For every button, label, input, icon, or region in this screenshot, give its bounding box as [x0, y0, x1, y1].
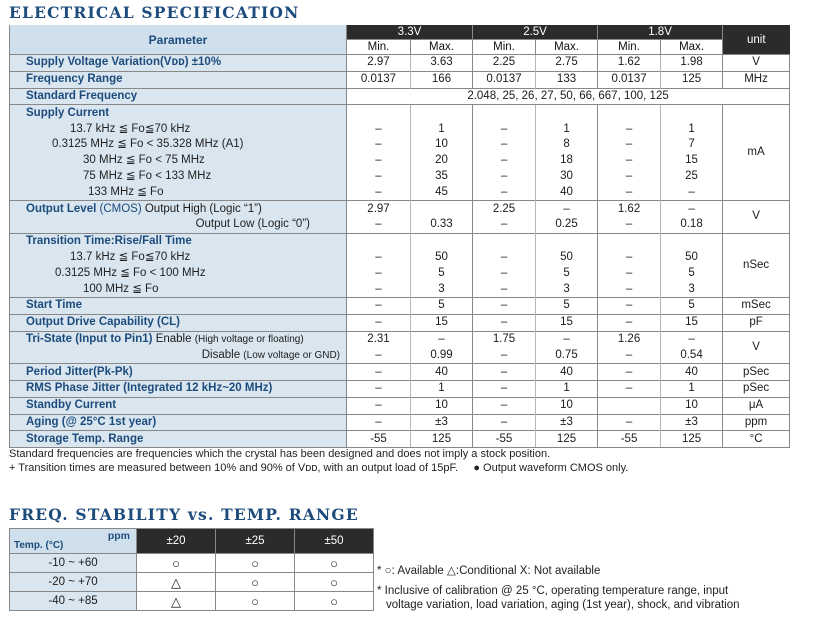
unit-cell: nSec: [723, 233, 790, 297]
cell: 3.63: [411, 55, 473, 72]
unit-cell: V: [723, 201, 790, 234]
cell: 3: [536, 281, 598, 297]
cell: –: [598, 250, 661, 266]
stability-corner: [10, 529, 137, 554]
cell: –: [473, 380, 536, 397]
row-supply-current-sub: [10, 184, 790, 200]
cell: 50: [536, 250, 598, 266]
label-rms-jitter: RMS Phase Jitter (Integrated 12 kHz~20 MHz): [10, 380, 347, 397]
cell: 1: [536, 121, 598, 137]
cell: 25: [661, 169, 723, 185]
cell: 0.0137: [598, 71, 661, 88]
temp-label: Temp. (°C): [14, 540, 64, 551]
unit-cell: ppm: [723, 414, 790, 431]
cell: 40: [411, 364, 473, 381]
row-standard-frequency: [10, 88, 790, 105]
cell: 1: [411, 380, 473, 397]
row-tristate-disable: [10, 347, 790, 363]
cell: 2.25: [473, 201, 536, 217]
cell: 10: [411, 397, 473, 414]
cell: 50: [411, 250, 473, 266]
availability-cell: ○: [295, 554, 374, 573]
legend-availability: * ○: Available △:Conditional X: Not available: [377, 565, 601, 577]
stability-title: FREQ. STABILITY vs. TEMP. RANGE: [9, 505, 359, 524]
legend-inclusive-cont: voltage variation, load variation, aging (1st year), shock, and vibration: [386, 599, 740, 611]
cell: –: [473, 169, 536, 185]
cell: 5: [661, 265, 723, 281]
cell: –: [473, 297, 536, 314]
row-output-level-high: [10, 201, 790, 217]
cell: –: [347, 217, 411, 233]
cell: 1: [661, 121, 723, 137]
tristate-disable-note: (Low voltage or GND): [243, 349, 340, 361]
unit-cell: V: [723, 55, 790, 72]
cell: 1.75: [473, 331, 536, 347]
cell: 5: [661, 297, 723, 314]
spec-title: ELECTRICAL SPECIFICATION: [9, 3, 300, 22]
header-max: Max.: [661, 40, 723, 55]
output-level-cmos: (CMOS): [99, 202, 142, 215]
label-start-time: Start Time: [10, 297, 347, 314]
row-supply-current-sub: [10, 137, 790, 153]
label-output-level: [10, 201, 347, 217]
cell: 30: [536, 169, 598, 185]
cell: –: [347, 314, 411, 331]
cell: 1: [411, 121, 473, 137]
label-aging: Aging (@ 25°C 1st year): [10, 414, 347, 431]
header-min: Min.: [347, 40, 411, 55]
cell: 45: [411, 184, 473, 200]
cell: 3: [411, 281, 473, 297]
cell: 5: [411, 297, 473, 314]
cell: –: [473, 137, 536, 153]
sub-label: 75 MHz ≦ Fo < 133 MHz: [10, 169, 347, 185]
cell: 0.75: [536, 347, 598, 363]
sub-label: 13.7 kHz ≦ Fo≦70 kHz: [10, 250, 347, 266]
cell: 1: [661, 380, 723, 397]
temp-range: -10 ~ +60: [10, 554, 137, 573]
unit-cell: MHz: [723, 71, 790, 88]
header-min: Min.: [598, 40, 661, 55]
label-tristate-disable: [10, 347, 347, 363]
cell: –: [347, 121, 411, 137]
cell: –: [473, 397, 536, 414]
cell: –: [347, 414, 411, 431]
cell: 15: [536, 314, 598, 331]
unit-cell: pF: [723, 314, 790, 331]
cell: 10: [411, 137, 473, 153]
unit-cell: μA: [723, 397, 790, 414]
header-1v8: 1.8V: [598, 25, 723, 40]
row-supply-voltage: [10, 55, 790, 72]
unit-cell: mSec: [723, 297, 790, 314]
cell: 0.0137: [347, 71, 411, 88]
note-transition-times: [9, 462, 628, 474]
cell: –: [598, 380, 661, 397]
unit-cell: pSec: [723, 364, 790, 381]
cell: –: [598, 347, 661, 363]
cell: 8: [536, 137, 598, 153]
cell: 0.54: [661, 347, 723, 363]
cell: 20: [411, 153, 473, 169]
cell: –: [661, 331, 723, 347]
header-max: Max.: [536, 40, 598, 55]
row-supply-current: [10, 105, 790, 121]
cell: 125: [661, 431, 723, 448]
row-supply-current-sub: [10, 153, 790, 169]
tristate-title: Tri-State (Input to Pin1): [26, 332, 153, 345]
sub-label: 0.3125 MHz ≦ Fo < 35.328 MHz (A1): [10, 137, 347, 153]
tristate-disable: Disable: [201, 348, 241, 361]
label-period-jitter: Period Jitter(Pk-Pk): [10, 364, 347, 381]
availability-cell: ○: [295, 592, 374, 611]
col-header: ±20: [137, 529, 216, 554]
cell: 2.97: [347, 201, 411, 217]
stability-table: [9, 528, 374, 611]
cell: –: [473, 414, 536, 431]
temp-range: -20 ~ +70: [10, 573, 137, 592]
label-supply-current: Supply Current: [10, 105, 347, 121]
availability-cell: ○: [216, 573, 295, 592]
label-tristate: [10, 331, 347, 347]
availability-cell: ○: [216, 592, 295, 611]
note-standard-frequencies: Standard frequencies are frequencies which the crystal has been designed and does not imply a stock position.: [9, 448, 551, 460]
cell: 125: [661, 71, 723, 88]
note-output-waveform: ● Output waveform CMOS only.: [473, 462, 629, 474]
cell: –: [347, 137, 411, 153]
cell: 40: [661, 364, 723, 381]
cell: -55: [347, 431, 411, 448]
cell: 15: [661, 314, 723, 331]
ppm-label: ppm: [107, 530, 130, 542]
cell: 10: [661, 397, 723, 414]
output-low-label: Output Low (Logic “0”): [10, 217, 347, 233]
cell: [598, 397, 661, 414]
cell: 2.75: [536, 55, 598, 72]
sub-label: 0.3125 MHz ≦ Fo < 100 MHz: [10, 265, 347, 281]
row-standby-current: [10, 397, 790, 414]
sub-label: 100 MHz ≦ Fo: [10, 281, 347, 297]
sub-label: 13.7 kHz ≦ Fo≦70 kHz: [10, 121, 347, 137]
sub-label: 133 MHz ≦ Fo: [10, 184, 347, 200]
row-tristate-enable: [10, 331, 790, 347]
cell: –: [473, 217, 536, 233]
cell: ±3: [661, 414, 723, 431]
row-aging: [10, 414, 790, 431]
cell: –: [473, 250, 536, 266]
stability-row: [10, 592, 374, 611]
row-transition-sub: [10, 281, 790, 297]
stability-row: [10, 554, 374, 573]
cell: 1: [536, 380, 598, 397]
note-transition-text: + Transition times are measured between 10% and 90% of Vᴅᴅ, with an output load of 15pF.: [9, 462, 459, 474]
legend-inclusive: * Inclusive of calibration @ 25 °C, operating temperature range, input: [377, 585, 729, 597]
label-drive-capability: Output Drive Capability (CL): [10, 314, 347, 331]
cell: 2.31: [347, 331, 411, 347]
label-supply-voltage: Supply Voltage Variation(Vᴅᴅ) ±10%: [10, 55, 347, 72]
cell: 1.26: [598, 331, 661, 347]
availability-cell: △: [137, 592, 216, 611]
row-storage-temp: [10, 431, 790, 448]
cell: –: [347, 397, 411, 414]
cell: 0.33: [411, 217, 473, 233]
cell: –: [473, 281, 536, 297]
cell: 35: [411, 169, 473, 185]
cell: [411, 201, 473, 217]
row-drive-capability: [10, 314, 790, 331]
cell: -55: [598, 431, 661, 448]
cell: 125: [411, 431, 473, 448]
cell: –: [473, 364, 536, 381]
cell: 5: [536, 265, 598, 281]
cell: –: [473, 121, 536, 137]
row-output-level-low: [10, 217, 790, 233]
cell: –: [347, 281, 411, 297]
unit-cell: V: [723, 331, 790, 364]
header-min: Min.: [473, 40, 536, 55]
label-frequency-range: Frequency Range: [10, 71, 347, 88]
unit-cell: pSec: [723, 380, 790, 397]
cell: 125: [536, 431, 598, 448]
header-unit: unit: [723, 25, 790, 55]
cell: –: [347, 297, 411, 314]
cell: 0.25: [536, 217, 598, 233]
cell: –: [598, 137, 661, 153]
header-parameter: Parameter: [10, 25, 347, 55]
col-header: ±25: [216, 529, 295, 554]
cell: –: [347, 153, 411, 169]
electrical-spec-table: [9, 25, 790, 448]
header-3v3: 3.3V: [347, 25, 473, 40]
cell: –: [598, 265, 661, 281]
cell: –: [411, 331, 473, 347]
label-transition-time: Transition Time:Rise/Fall Time: [10, 233, 347, 249]
cell: 133: [536, 71, 598, 88]
row-transition-time: [10, 233, 790, 249]
cell: 2.25: [473, 55, 536, 72]
cell: 0.99: [411, 347, 473, 363]
col-header: ±50: [295, 529, 374, 554]
cell: 10: [536, 397, 598, 414]
row-frequency-range: [10, 71, 790, 88]
cell: 1.98: [661, 55, 723, 72]
row-supply-current-sub: [10, 121, 790, 137]
cell: 7: [661, 137, 723, 153]
cell: –: [598, 314, 661, 331]
row-transition-sub: [10, 250, 790, 266]
cell: –: [473, 265, 536, 281]
stability-row: [10, 573, 374, 592]
cell: ±3: [536, 414, 598, 431]
cell: –: [347, 265, 411, 281]
standard-frequency-values: 2.048, 25, 26, 27, 50, 66, 667, 100, 125: [347, 88, 790, 105]
cell: 5: [411, 265, 473, 281]
cell: –: [347, 169, 411, 185]
cell: –: [347, 184, 411, 200]
unit-cell: mA: [723, 105, 790, 201]
availability-cell: ○: [216, 554, 295, 573]
cell: –: [598, 364, 661, 381]
cell: ±3: [411, 414, 473, 431]
row-rms-jitter: [10, 380, 790, 397]
cell: –: [598, 169, 661, 185]
tristate-enable: Enable: [155, 332, 192, 345]
cell: –: [598, 153, 661, 169]
cell: –: [536, 331, 598, 347]
cell: 18: [536, 153, 598, 169]
cell: –: [473, 347, 536, 363]
cell: –: [473, 153, 536, 169]
cell: –: [661, 184, 723, 200]
cell: –: [536, 201, 598, 217]
cell: 0.0137: [473, 71, 536, 88]
label-storage-temp: Storage Temp. Range: [10, 431, 347, 448]
cell: –: [598, 121, 661, 137]
availability-cell: △: [137, 573, 216, 592]
availability-cell: ○: [295, 573, 374, 592]
cell: 50: [661, 250, 723, 266]
cell: –: [661, 201, 723, 217]
cell: 1.62: [598, 55, 661, 72]
cell: -55: [473, 431, 536, 448]
row-period-jitter: [10, 364, 790, 381]
cell: –: [347, 347, 411, 363]
temp-range: -40 ~ +85: [10, 592, 137, 611]
header-max: Max.: [411, 40, 473, 55]
label-standard-frequency: Standard Frequency: [10, 88, 347, 105]
header-2v5: 2.5V: [473, 25, 598, 40]
unit-cell: °C: [723, 431, 790, 448]
cell: –: [473, 184, 536, 200]
cell: –: [347, 250, 411, 266]
cell: –: [473, 314, 536, 331]
sub-label: 30 MHz ≦ Fo < 75 MHz: [10, 153, 347, 169]
row-start-time: [10, 297, 790, 314]
cell: 166: [411, 71, 473, 88]
cell: 15: [661, 153, 723, 169]
cell: 40: [536, 364, 598, 381]
cell: 1.62: [598, 201, 661, 217]
cell: 40: [536, 184, 598, 200]
cell: 15: [411, 314, 473, 331]
cell: –: [598, 217, 661, 233]
row-transition-sub: [10, 265, 790, 281]
cell: 0.18: [661, 217, 723, 233]
cell: –: [598, 297, 661, 314]
availability-cell: ○: [137, 554, 216, 573]
cell: –: [598, 414, 661, 431]
cell: –: [598, 184, 661, 200]
cell: –: [347, 364, 411, 381]
tristate-enable-note: (High voltage or floating): [194, 333, 304, 345]
output-level-title: Output Level: [26, 202, 97, 215]
output-high-label: Output High (Logic “1”): [144, 202, 262, 215]
row-supply-current-sub: [10, 169, 790, 185]
cell: 3: [661, 281, 723, 297]
cell: 5: [536, 297, 598, 314]
cell: –: [598, 281, 661, 297]
cell: 2.97: [347, 55, 411, 72]
cell: –: [347, 380, 411, 397]
label-standby-current: Standby Current: [10, 397, 347, 414]
